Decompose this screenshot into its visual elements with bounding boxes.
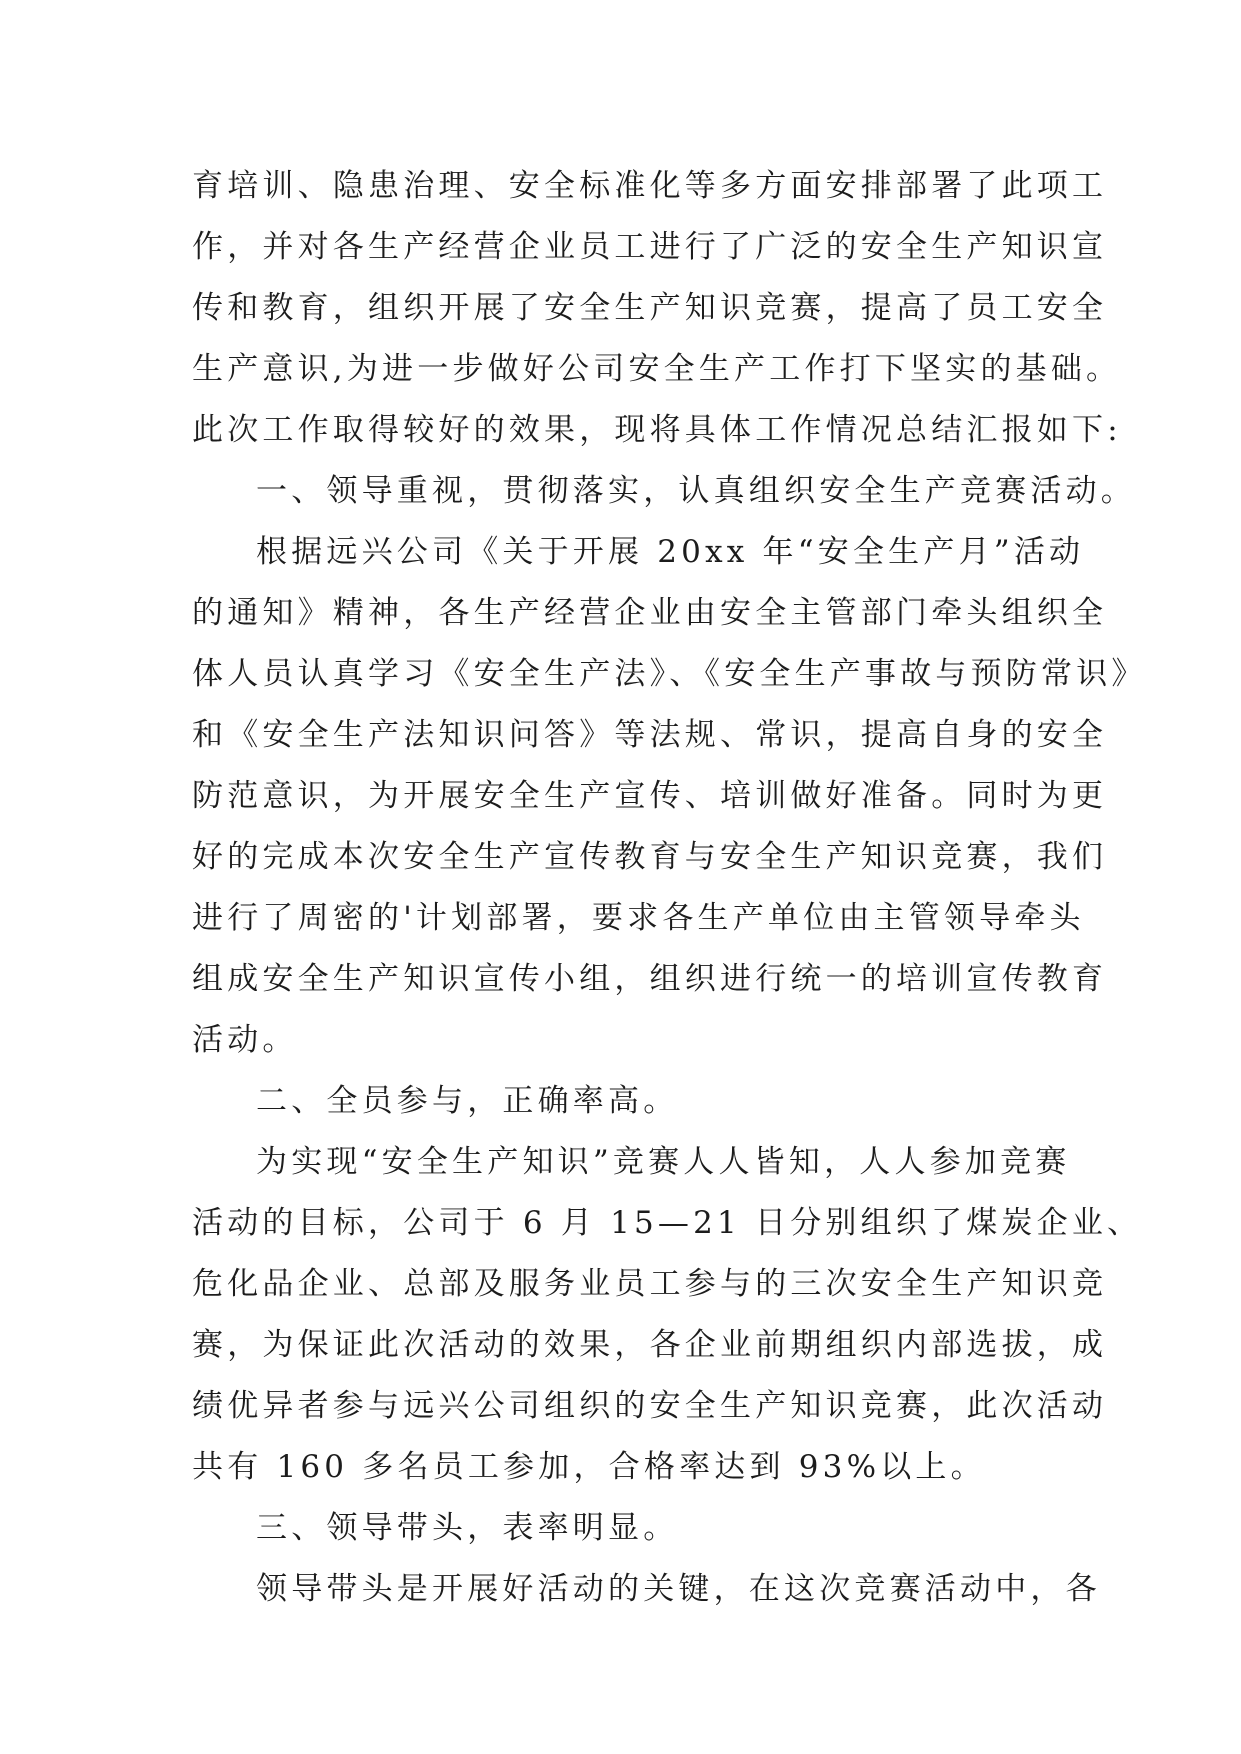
- text-line: 活动。: [192, 1022, 298, 1058]
- text-line: 危化品企业、总部及服务业员工参与的三次安全生产知识竞: [192, 1266, 1108, 1302]
- text-line: 作，并对各生产经营企业员工进行了广泛的安全生产知识宣: [192, 229, 1108, 265]
- section-heading-2: 二、全员参与，正确率高。: [256, 1083, 679, 1119]
- text-line: 进行了周密的'计划部署，要求各生产单位由主管领导牵头: [192, 900, 1085, 936]
- text-line: 赛，为保证此次活动的效果，各企业前期组织内部选拔，成: [192, 1327, 1108, 1363]
- text-line: 组成安全生产知识宣传小组，组织进行统一的培训宣传教育: [192, 961, 1108, 997]
- text-line: 此次工作取得较好的效果，现将具体工作情况总结汇报如下:: [192, 412, 1122, 448]
- text-line: 防范意识，为开展安全生产宣传、培训做好准备。同时为更: [192, 778, 1108, 814]
- text-line: 活动的目标，公司于 6 月 15—21 日分别组织了煤炭企业、: [192, 1205, 1143, 1241]
- paragraph-start: 根据远兴公司《关于开展 20xx 年“安全生产月”活动: [256, 534, 1085, 570]
- section-heading-1: 一、领导重视，贯彻落实，认真组织安全生产竞赛活动。: [256, 473, 1136, 509]
- section-heading-3: 三、领导带头，表率明显。: [256, 1510, 679, 1546]
- text-line: 好的完成本次安全生产宣传教育与安全生产知识竞赛，我们: [192, 839, 1108, 875]
- text-line: 传和教育，组织开展了安全生产知识竞赛，提高了员工安全: [192, 290, 1108, 326]
- text-line: 绩优异者参与远兴公司组织的安全生产知识竞赛，此次活动: [192, 1388, 1108, 1424]
- text-line: 和《安全生产法知识问答》等法规、常识，提高自身的安全: [192, 717, 1108, 753]
- paragraph-start: 领导带头是开展好活动的关键，在这次竞赛活动中，各: [256, 1571, 1101, 1607]
- paragraph-start: 为实现“安全生产知识”竞赛人人皆知，人人参加竞赛: [256, 1144, 1071, 1180]
- document-body: [192, 156, 1147, 1620]
- text-line: 体人员认真学习《安全生产法》、《安全生产事故与预防常识》: [192, 656, 1147, 692]
- text-line: 育培训、隐患治理、安全标准化等多方面安排部署了此项工: [192, 168, 1108, 204]
- text-line: 共有 160 多名员工参加，合格率达到 93%以上。: [192, 1449, 986, 1485]
- text-line: 生产意识,为进一步做好公司安全生产工作打下坚实的基础。: [192, 351, 1122, 387]
- text-line: 的通知》精神，各生产经营企业由安全主管部门牵头组织全: [192, 595, 1108, 631]
